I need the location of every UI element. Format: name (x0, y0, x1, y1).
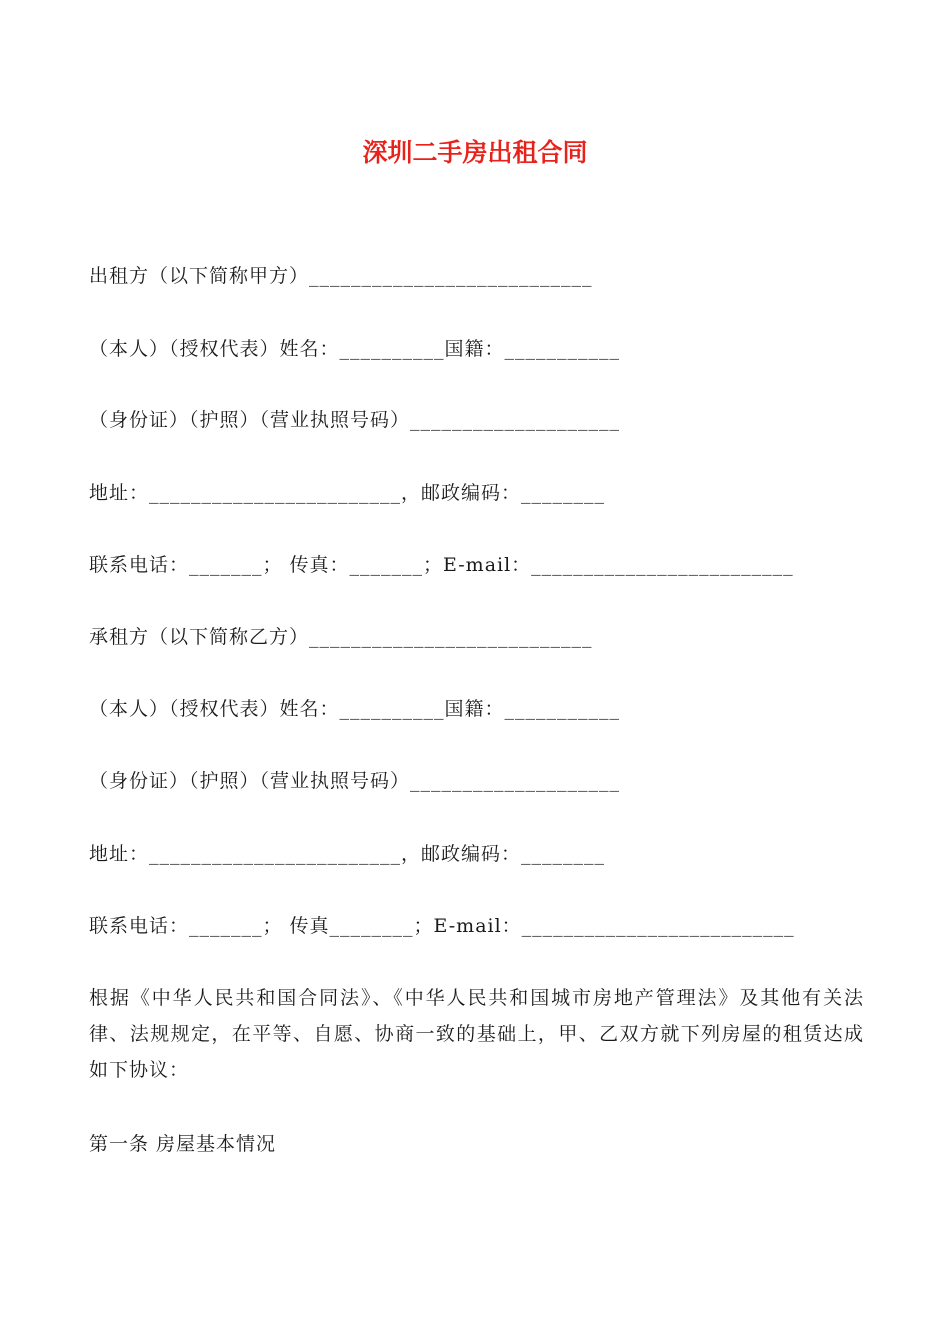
lessor-name-nationality-line: （本人）（授权代表）姓名：__________国籍：___________ (89, 338, 621, 360)
lessee-contact-line: 联系电话：_______； 传真________；E-mail：__________________________ (89, 915, 795, 937)
lessor-id-line: （身份证）（护照）（营业执照号码）____________________ (89, 409, 621, 431)
lessor-contact-line: 联系电话：_______； 传真：_______；E-mail：_________________________ (89, 554, 794, 576)
lessor-line: 出租方（以下简称甲方）___________________________ (89, 265, 593, 287)
lessee-address-line: 地址：________________________，邮政编码：________ (89, 843, 606, 865)
lessee-id-line: （身份证）（护照）（营业执照号码）____________________ (89, 770, 621, 792)
preamble-paragraph: 根据《中华人民共和国合同法》、《中华人民共和国城市房地产管理法》及其他有关法律、法规规定，在平等、自愿、协商一致的基础上，甲、乙双方就下列房屋的租赁达成如下协议： (89, 987, 864, 1081)
lessee-name-nationality-line: （本人）（授权代表）姓名：__________国籍：___________ (89, 698, 621, 720)
lessee-line: 承租方（以下简称乙方）___________________________ (89, 626, 593, 648)
lessor-address-line: 地址：________________________，邮政编码：________ (89, 482, 606, 504)
article-1-heading: 第一条 房屋基本情况 (89, 1133, 277, 1155)
document-title: 深圳二手房出租合同 (362, 138, 588, 167)
